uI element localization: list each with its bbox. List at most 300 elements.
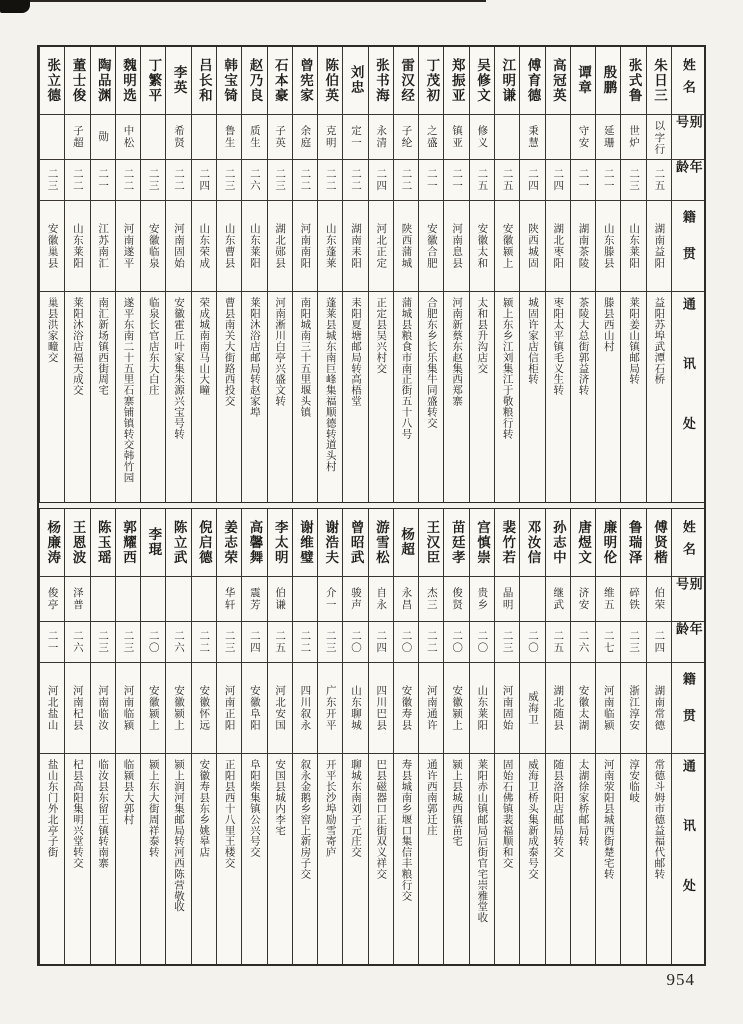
name-cell: 谭章 bbox=[571, 47, 595, 115]
native-place-cell: 山东滕县 bbox=[596, 201, 620, 292]
age-cell: 二三 bbox=[621, 622, 645, 663]
address-cell: 巢县洪家疃交 bbox=[46, 297, 58, 363]
age-cell: 二四 bbox=[520, 160, 544, 201]
alias-cell: 俊亭 bbox=[40, 577, 64, 622]
header-column bbox=[671, 47, 704, 502]
native-place-cell: 四川叙永 bbox=[293, 663, 317, 754]
name-cell: 张式鲁 bbox=[621, 47, 645, 115]
age-cell: 二二 bbox=[192, 622, 216, 663]
alias-cell: 子英 bbox=[268, 115, 292, 160]
age-cell: 二三 bbox=[217, 622, 241, 663]
person-column bbox=[494, 509, 519, 964]
age-cell: 二二 bbox=[65, 160, 89, 201]
person-column bbox=[620, 509, 645, 964]
name-cell: 宫慎崇 bbox=[470, 509, 494, 577]
age-cell: 二六 bbox=[242, 160, 266, 201]
person-column bbox=[317, 509, 342, 964]
address-cell: 蓬莱县城东南巨峰集福顺德转道头村 bbox=[324, 297, 336, 472]
page-number: 954 bbox=[666, 970, 695, 989]
name-cell: 李琨 bbox=[141, 509, 165, 577]
alias-cell: 贵乡 bbox=[470, 577, 494, 622]
name-cell: 邓汝信 bbox=[520, 509, 544, 577]
header-contact: 通讯处 bbox=[680, 759, 696, 939]
alias-cell: 继武 bbox=[546, 577, 570, 622]
person-column bbox=[165, 47, 190, 502]
alias-cell: 延珊 bbox=[596, 115, 620, 160]
person-column bbox=[317, 47, 342, 502]
person-column bbox=[140, 47, 165, 502]
address-cell: 太湖徐家桥邮局转 bbox=[577, 759, 589, 847]
address-cell: 莱阳赤山镇邮局后街官宅崇雅堂收 bbox=[476, 759, 488, 923]
native-place-cell: 河南临颍 bbox=[116, 663, 140, 754]
address-cell: 安徽霍丘叶家集朱源兴宝号转 bbox=[173, 297, 185, 439]
address-cell: 巴县磁器口正街双义祥交 bbox=[375, 759, 387, 880]
native-place-cell: 四川巴县 bbox=[369, 663, 393, 754]
address-cell: 枣阳太平镇毛义生转 bbox=[552, 297, 564, 396]
age-cell: 二三 bbox=[318, 622, 342, 663]
name-cell: 李太明 bbox=[268, 509, 292, 577]
header-column bbox=[671, 509, 704, 964]
alias-cell: 镇亚 bbox=[444, 115, 468, 160]
alias-cell: 余庭 bbox=[293, 115, 317, 160]
address-cell: 开平长沙埠励雪寄庐 bbox=[324, 759, 336, 858]
person-column bbox=[165, 509, 190, 964]
address-cell: 固始石佛镇裴福顺和交 bbox=[501, 759, 513, 869]
alias-cell: 勋 bbox=[91, 115, 115, 160]
name-cell: 陈伯英 bbox=[318, 47, 342, 115]
age-cell: 二一 bbox=[571, 160, 595, 201]
age-cell: 二五 bbox=[495, 160, 519, 201]
address-cell: 阜阳柴集镇公兴号交 bbox=[248, 759, 260, 858]
alias-cell: 以字行 bbox=[647, 115, 671, 160]
name-cell: 赵乃良 bbox=[242, 47, 266, 115]
age-cell: 二五 bbox=[268, 622, 292, 663]
alias-cell bbox=[40, 115, 64, 160]
age-cell: 二〇 bbox=[520, 622, 544, 663]
address-cell: 颍上东大街周祥泰转 bbox=[147, 759, 159, 858]
name-cell: 陈立武 bbox=[166, 509, 190, 577]
age-cell: 二二 bbox=[293, 160, 317, 201]
scan-edge-artifact bbox=[0, 0, 486, 2]
person-column bbox=[519, 509, 544, 964]
person-column bbox=[570, 47, 595, 502]
native-place-cell: 江苏南汇 bbox=[91, 201, 115, 292]
native-place-cell: 陕西城固 bbox=[520, 201, 544, 292]
name-cell: 吕长和 bbox=[192, 47, 216, 115]
name-cell: 李英 bbox=[166, 47, 190, 115]
address-cell: 正定县吴兴村交 bbox=[375, 297, 387, 374]
name-cell: 谢浩夫 bbox=[318, 509, 342, 577]
native-place-cell: 湖北枣阳 bbox=[546, 201, 570, 292]
address-cell: 曹县南关大街路西投交 bbox=[223, 297, 235, 407]
name-cell: 张立德 bbox=[40, 47, 64, 115]
name-cell: 姜志荣 bbox=[217, 509, 241, 577]
address-cell: 河南淅川白亭兴盛文转 bbox=[274, 297, 286, 407]
address-cell: 通许西南郭迁庄 bbox=[425, 759, 437, 836]
person-column bbox=[469, 47, 494, 502]
native-place-cell: 陕西蒲城 bbox=[394, 201, 418, 292]
person-column bbox=[140, 509, 165, 964]
alias-cell: 华轩 bbox=[217, 577, 241, 622]
name-cell: 高馨舞 bbox=[242, 509, 266, 577]
alias-cell bbox=[546, 115, 570, 160]
alias-cell: 之盛 bbox=[419, 115, 443, 160]
name-cell: 游雪松 bbox=[369, 509, 393, 577]
name-cell: 江明谦 bbox=[495, 47, 519, 115]
person-column bbox=[292, 509, 317, 964]
person-column bbox=[216, 509, 241, 964]
person-column bbox=[368, 509, 393, 964]
alias-cell: 晶明 bbox=[495, 577, 519, 622]
age-cell: 二〇 bbox=[470, 622, 494, 663]
age-cell: 二一 bbox=[596, 160, 620, 201]
alias-cell: 秉慧 bbox=[520, 115, 544, 160]
address-cell: 颍上县城西镇苗宅 bbox=[451, 759, 463, 847]
alias-cell bbox=[192, 577, 216, 622]
person-column bbox=[545, 47, 570, 502]
name-cell: 殷鹏 bbox=[596, 47, 620, 115]
age-cell: 二六 bbox=[65, 622, 89, 663]
alias-cell bbox=[91, 577, 115, 622]
native-place-cell: 山东曹县 bbox=[217, 201, 241, 292]
address-cell: 威海卫桥头集新成泰号交 bbox=[526, 759, 538, 880]
address-cell: 南阳城南三十五里堰头镇 bbox=[299, 297, 311, 418]
table-band-top bbox=[39, 47, 704, 502]
native-place-cell: 湖北郧县 bbox=[268, 201, 292, 292]
name-cell: 杨廉涛 bbox=[40, 509, 64, 577]
alias-cell bbox=[520, 577, 544, 622]
header-age: 年龄 bbox=[672, 160, 704, 201]
person-column bbox=[267, 509, 292, 964]
directory-table bbox=[37, 45, 706, 966]
native-place-cell: 河南临汝 bbox=[91, 663, 115, 754]
person-column bbox=[443, 509, 468, 964]
native-place-cell: 山东莱阳 bbox=[621, 201, 645, 292]
address-cell: 遂平东南二十五里石寨铺镇转交韩竹园 bbox=[122, 297, 134, 483]
address-cell: 莱阳沐浴店邮局转赵家埠 bbox=[248, 297, 260, 418]
person-column bbox=[443, 47, 468, 502]
native-place-cell: 河南通许 bbox=[419, 663, 443, 754]
person-column bbox=[241, 509, 266, 964]
address-cell: 颍上东乡江刘集江于敬粮行转 bbox=[501, 297, 513, 439]
native-place-cell: 安徽临泉 bbox=[141, 201, 165, 292]
alias-cell: 杰三 bbox=[419, 577, 443, 622]
person-column bbox=[545, 509, 570, 964]
name-cell: 苗廷孝 bbox=[444, 509, 468, 577]
person-column bbox=[595, 509, 620, 964]
alias-cell bbox=[141, 115, 165, 160]
address-cell: 安徽寿县东乡姚皋店 bbox=[198, 759, 210, 858]
person-column bbox=[267, 47, 292, 502]
age-cell: 二〇 bbox=[444, 622, 468, 663]
age-cell: 二二 bbox=[293, 622, 317, 663]
person-column bbox=[90, 47, 115, 502]
person-column bbox=[64, 47, 89, 502]
native-place-cell: 湖南茶陵 bbox=[571, 201, 595, 292]
header-name: 姓名 bbox=[672, 47, 704, 115]
age-cell: 二三 bbox=[268, 160, 292, 201]
native-place-cell: 河南杞县 bbox=[65, 663, 89, 754]
name-cell: 廉明伦 bbox=[596, 509, 620, 577]
address-cell: 茶陵大总街郭益济转 bbox=[577, 297, 589, 396]
native-place-cell: 安徽颍上 bbox=[495, 201, 519, 292]
alias-cell: 自永 bbox=[369, 577, 393, 622]
age-cell: 二一 bbox=[91, 160, 115, 201]
native-place-cell: 河南息县 bbox=[444, 201, 468, 292]
name-cell: 倪启德 bbox=[192, 509, 216, 577]
native-place-cell: 山东蓬莱 bbox=[318, 201, 342, 292]
name-cell: 魏明选 bbox=[116, 47, 140, 115]
alias-cell: 克明 bbox=[318, 115, 342, 160]
name-cell: 王汉臣 bbox=[419, 509, 443, 577]
age-cell: 二三 bbox=[91, 622, 115, 663]
age-cell: 二二 bbox=[394, 160, 418, 201]
name-cell: 吴修文 bbox=[470, 47, 494, 115]
age-cell: 二二 bbox=[166, 160, 190, 201]
native-place-cell: 河南临颍 bbox=[596, 663, 620, 754]
alias-cell: 子超 bbox=[65, 115, 89, 160]
name-cell: 谢维璧 bbox=[293, 509, 317, 577]
age-cell: 二三 bbox=[495, 622, 519, 663]
alias-cell: 伯荣 bbox=[647, 577, 671, 622]
native-place-cell: 河南固始 bbox=[495, 663, 519, 754]
address-cell: 滕县西山村 bbox=[602, 297, 614, 352]
native-place-cell: 山东莱阳 bbox=[242, 201, 266, 292]
person-column bbox=[216, 47, 241, 502]
native-place-cell: 河北正定 bbox=[369, 201, 393, 292]
name-cell: 丁茂初 bbox=[419, 47, 443, 115]
person-column bbox=[494, 47, 519, 502]
person-column bbox=[519, 47, 544, 502]
name-cell: 张书海 bbox=[369, 47, 393, 115]
person-column bbox=[342, 509, 367, 964]
native-place-cell: 湖南耒阳 bbox=[343, 201, 367, 292]
age-cell: 二四 bbox=[546, 160, 570, 201]
alias-cell: 质生 bbox=[242, 115, 266, 160]
alias-cell: 伯谦 bbox=[268, 577, 292, 622]
name-cell: 孙志中 bbox=[546, 509, 570, 577]
age-cell: 二五 bbox=[470, 160, 494, 201]
native-place-cell: 湖南常德 bbox=[647, 663, 671, 754]
native-place-cell: 山东莱阳 bbox=[65, 201, 89, 292]
age-cell: 二四 bbox=[242, 622, 266, 663]
header-contact: 通讯处 bbox=[680, 297, 696, 477]
name-cell: 刘忠 bbox=[343, 47, 367, 115]
native-place-cell: 河南南阳 bbox=[293, 201, 317, 292]
age-cell: 二三 bbox=[141, 160, 165, 201]
address-cell: 太和县升沟店交 bbox=[476, 297, 488, 374]
age-cell: 二二 bbox=[116, 160, 140, 201]
native-place-cell: 安徽寿县 bbox=[394, 663, 418, 754]
address-cell: 常德斗姆市德益福代邮转 bbox=[653, 759, 665, 880]
alias-cell: 骏声 bbox=[343, 577, 367, 622]
alias-cell: 定一 bbox=[343, 115, 367, 160]
age-cell: 二四 bbox=[192, 160, 216, 201]
address-cell: 叙永金鹅乡窖上新房子交 bbox=[299, 759, 311, 880]
alias-cell: 希贤 bbox=[166, 115, 190, 160]
native-place-cell: 河南正阳 bbox=[217, 663, 241, 754]
address-cell: 临泉长官店东大白庄 bbox=[147, 297, 159, 396]
native-place-cell: 广东开平 bbox=[318, 663, 342, 754]
header-native: 籍贯 bbox=[672, 663, 704, 754]
name-cell: 郭耀西 bbox=[116, 509, 140, 577]
band-divider bbox=[39, 502, 704, 509]
native-place-cell: 安徽太湖 bbox=[571, 663, 595, 754]
address-cell: 耒阳夏塘邮局转高梧堂 bbox=[349, 297, 361, 407]
person-column bbox=[418, 47, 443, 502]
native-place-cell: 湖北随县 bbox=[546, 663, 570, 754]
native-place-cell: 河南遂平 bbox=[116, 201, 140, 292]
native-place-cell: 河南固始 bbox=[166, 201, 190, 292]
age-cell: 二三 bbox=[217, 160, 241, 201]
address-cell: 莱阳姜山镇邮局转 bbox=[628, 297, 640, 385]
name-cell: 韩宝锜 bbox=[217, 47, 241, 115]
native-place-cell: 安徽怀远 bbox=[192, 663, 216, 754]
person-column bbox=[646, 509, 671, 964]
alias-cell: 维五 bbox=[596, 577, 620, 622]
alias-cell bbox=[293, 577, 317, 622]
name-cell: 唐煜文 bbox=[571, 509, 595, 577]
age-cell: 二三 bbox=[116, 622, 140, 663]
person-column bbox=[191, 47, 216, 502]
name-cell: 郑振亚 bbox=[444, 47, 468, 115]
native-place-cell: 安徽颍上 bbox=[141, 663, 165, 754]
person-column bbox=[241, 47, 266, 502]
header-alias: 别号 bbox=[672, 577, 704, 622]
person-column bbox=[64, 509, 89, 964]
native-place-cell: 湖南益阳 bbox=[647, 201, 671, 292]
native-place-cell: 安徽太和 bbox=[470, 201, 494, 292]
age-cell: 二一 bbox=[40, 622, 64, 663]
person-column bbox=[191, 509, 216, 964]
address-cell: 正阳县西十八里王楼交 bbox=[223, 759, 235, 869]
age-cell: 二〇 bbox=[343, 622, 367, 663]
person-column bbox=[368, 47, 393, 502]
person-column bbox=[469, 509, 494, 964]
alias-cell: 介一 bbox=[318, 577, 342, 622]
person-column bbox=[646, 47, 671, 502]
native-place-cell: 河北安国 bbox=[268, 663, 292, 754]
alias-cell: 泽普 bbox=[65, 577, 89, 622]
person-column bbox=[90, 509, 115, 964]
native-place-cell: 安徽阜阳 bbox=[242, 663, 266, 754]
address-cell: 莱阳沐浴店福天成交 bbox=[71, 297, 83, 396]
person-column bbox=[620, 47, 645, 502]
person-column bbox=[115, 47, 140, 502]
alias-cell bbox=[495, 115, 519, 160]
person-column bbox=[115, 509, 140, 964]
person-column bbox=[570, 509, 595, 964]
person-column bbox=[393, 509, 418, 964]
person-column bbox=[418, 509, 443, 964]
age-cell: 二二 bbox=[419, 622, 443, 663]
header-age: 年龄 bbox=[672, 622, 704, 663]
native-place-cell: 山东荣成 bbox=[192, 201, 216, 292]
alias-cell: 世炉 bbox=[621, 115, 645, 160]
address-cell: 淳安临岐 bbox=[628, 759, 640, 803]
name-cell: 裴竹若 bbox=[495, 509, 519, 577]
age-cell: 二六 bbox=[166, 622, 190, 663]
header-native: 籍贯 bbox=[672, 201, 704, 292]
age-cell: 二三 bbox=[621, 160, 645, 201]
address-cell: 杞县高阳集明兴堂转交 bbox=[71, 759, 83, 869]
address-cell: 盐山东门外北亭子街 bbox=[46, 759, 58, 858]
native-place-cell: 威海卫 bbox=[520, 663, 544, 754]
alias-cell bbox=[141, 577, 165, 622]
alias-cell: 碎铁 bbox=[621, 577, 645, 622]
alias-cell: 守安 bbox=[571, 115, 595, 160]
native-place-cell: 安徽颍上 bbox=[444, 663, 468, 754]
address-cell: 寿县城南乡堰口集信丰粮行交 bbox=[400, 759, 412, 901]
native-place-cell: 安徽合肥 bbox=[419, 201, 443, 292]
address-cell: 安国县城内李宅 bbox=[274, 759, 286, 836]
native-place-cell: 安徽巢县 bbox=[40, 201, 64, 292]
address-cell: 益阳苏埠武潭石桥 bbox=[653, 297, 665, 385]
age-cell: 二六 bbox=[571, 622, 595, 663]
alias-cell: 震芳 bbox=[242, 577, 266, 622]
native-place-cell: 山东莱阳 bbox=[470, 663, 494, 754]
table-band-bottom bbox=[39, 509, 704, 964]
name-cell: 董士俊 bbox=[65, 47, 89, 115]
alias-cell bbox=[166, 577, 190, 622]
age-cell: 二〇 bbox=[394, 622, 418, 663]
alias-cell: 济安 bbox=[571, 577, 595, 622]
age-cell: 二五 bbox=[546, 622, 570, 663]
age-cell: 二七 bbox=[596, 622, 620, 663]
name-cell: 曾宪家 bbox=[293, 47, 317, 115]
address-cell: 蒲城县粮食市南正街五十八号 bbox=[400, 297, 412, 439]
person-column bbox=[393, 47, 418, 502]
address-cell: 临汝县东留王镇转南寨 bbox=[97, 759, 109, 869]
name-cell: 陶品渊 bbox=[91, 47, 115, 115]
name-cell: 丁繁平 bbox=[141, 47, 165, 115]
person-column bbox=[292, 47, 317, 502]
name-cell: 雷汉经 bbox=[394, 47, 418, 115]
age-cell: 二四 bbox=[647, 622, 671, 663]
age-cell: 二五 bbox=[647, 160, 671, 201]
age-cell: 二二 bbox=[318, 160, 342, 201]
alias-cell: 子纶 bbox=[394, 115, 418, 160]
age-cell: 二四 bbox=[369, 622, 393, 663]
name-cell: 杨超 bbox=[394, 509, 418, 577]
native-place-cell: 安徽颍上 bbox=[166, 663, 190, 754]
address-cell: 合肥东乡长乐集牛同盛转交 bbox=[425, 297, 437, 429]
person-column bbox=[39, 509, 64, 964]
address-cell: 随县洛阳店邮局转交 bbox=[552, 759, 564, 858]
address-cell: 城固许家店信柜转 bbox=[526, 297, 538, 385]
name-cell: 曾昭武 bbox=[343, 509, 367, 577]
person-column bbox=[342, 47, 367, 502]
name-cell: 傅育德 bbox=[520, 47, 544, 115]
header-name: 姓名 bbox=[672, 509, 704, 577]
name-cell: 石本豪 bbox=[268, 47, 292, 115]
address-cell: 临颍县大郭村 bbox=[122, 759, 134, 825]
alias-cell: 中松 bbox=[116, 115, 140, 160]
alias-cell: 俊贤 bbox=[444, 577, 468, 622]
alias-cell: 永清 bbox=[369, 115, 393, 160]
native-place-cell: 河北盐山 bbox=[40, 663, 64, 754]
address-cell: 河南新蔡东赵集西郑寨 bbox=[451, 297, 463, 407]
address-cell: 河南荥阳县城西街楚宅转 bbox=[602, 759, 614, 880]
name-cell: 朱日三 bbox=[647, 47, 671, 115]
name-cell: 高冠英 bbox=[546, 47, 570, 115]
person-column bbox=[595, 47, 620, 502]
name-cell: 王恩波 bbox=[65, 509, 89, 577]
native-place-cell: 山东聊城 bbox=[343, 663, 367, 754]
scan-corner-smudge bbox=[0, 0, 30, 13]
name-cell: 鲁瑞泽 bbox=[621, 509, 645, 577]
name-cell: 陈玉瑶 bbox=[91, 509, 115, 577]
